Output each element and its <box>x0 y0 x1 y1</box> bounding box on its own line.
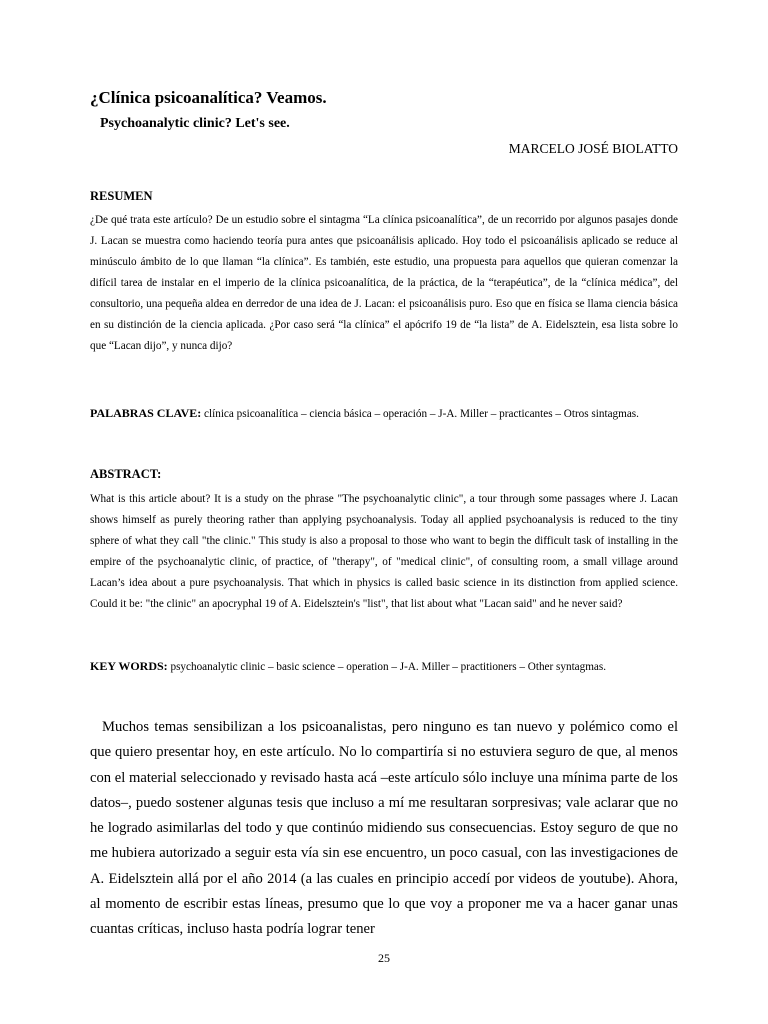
abstract-heading: ABSTRACT: <box>90 467 162 481</box>
body-paragraph <box>90 715 678 943</box>
author-name: MARCELO JOSÉ BIOLATTO <box>508 141 678 156</box>
key-words <box>90 659 678 674</box>
resumen-text: ¿De qué trata este artículo? De un estudio sobre el sintagma “La clínica psicoanalítica”, de un recorrido por algunos pasajes donde J. Lacan se muestra como haciendo teoría pura antes que psicoanálisis aplicado. Hoy todo el psicoanálisis aplicado se reduce al minúsculo ámbito de lo que llaman “la clínica”. Es también, este estudio, una propuesta para aquellos que quieran comenzar la difícil tarea de instalar en el imperio de la clínica psicoanalítica, de la práctica, de la “terapéutica”, de la “clínica médica”, del consultorio, una pequeña aldea en derredor de una idea de J. Lacan: el psicoanálisis puro. Eso que en física se llama ciencia básica en su distinción de la ciencia aplicada. ¿Por caso será “la clínica” el apócrifo 19 de “la lista” de A. Eidelsztein, esa lista sobre lo que “Lacan dijo”, y nunca dijo? <box>90 214 678 352</box>
key-words-label: KEY WORDS: <box>90 659 168 673</box>
article-subtitle: Psychoanalytic clinic? Let's see. <box>100 116 290 131</box>
key-words-text: psychoanalytic clinic – basic science – operation – J-A. Miller – practitioners – Other syntagmas. <box>167 661 607 673</box>
article-title: ¿Clínica psicoanalítica? Veamos. <box>90 88 327 107</box>
page-number: 25 <box>378 951 390 965</box>
abstract-text: What is this article about? It is a study on the phrase "The psychoanalytic clinic", a tour through some passages where J. Lacan shows himself as purely theoring rather than applying psychoanalysis. Today all applied psychoanalysis is reduced to the tiny sphere of what they call "the clinic." This study is also a proposal to those who want to begin the difficult task of installing in the empire of the psychoanalytic clinic, of practice, of "therapy", of "medical clinic", of consulting room, a small village around Lacan’s idea about a pure psychoanalysis. That which in physics is called basic science in its distinction from applied science. Could it be: "the clinic" an apocryphal 19 of A. Eidelsztein's "list", that list about what "Lacan said" and he never said? <box>90 493 678 610</box>
body-paragraph-text: Muchos temas sensibilizan a los psicoanalistas, pero ninguno es tan nuevo y polémico como el que quiero presentar hoy, en este artículo. No lo compartiría si no estuviera seguro de que, al menos con el material seleccionado y revisado hasta acá –este artículo sólo incluye una mínima parte de los datos–, puedo sostener algunas tesis que incluso a mí me resultaran sorpresivas; vale aclarar que no he logrado asimilarlas del todo y que continúo midiendo sus consecuencias. Estoy seguro de que no me hubiera autorizado a seguir esta vía sin ese encuentro, un poco casual, con las investigaciones de A. Eidelsztein allá por el año 2014 (a las cuales en principio accedí por videos de youtube). Ahora, al momento de escribir estas líneas, presumo que lo que voy a proponer me va a hacer ganar unas cuantas críticas, incluso hasta podría lograr tener <box>90 719 678 938</box>
palabras-clave-label: PALABRAS CLAVE: <box>90 406 202 420</box>
palabras-clave-text: clínica psicoanalítica – ciencia básica – operación – J-A. Miller – practicantes – Otros sintagmas. <box>201 408 639 420</box>
palabras-clave <box>90 406 678 421</box>
resumen-heading: RESUMEN <box>90 189 153 203</box>
